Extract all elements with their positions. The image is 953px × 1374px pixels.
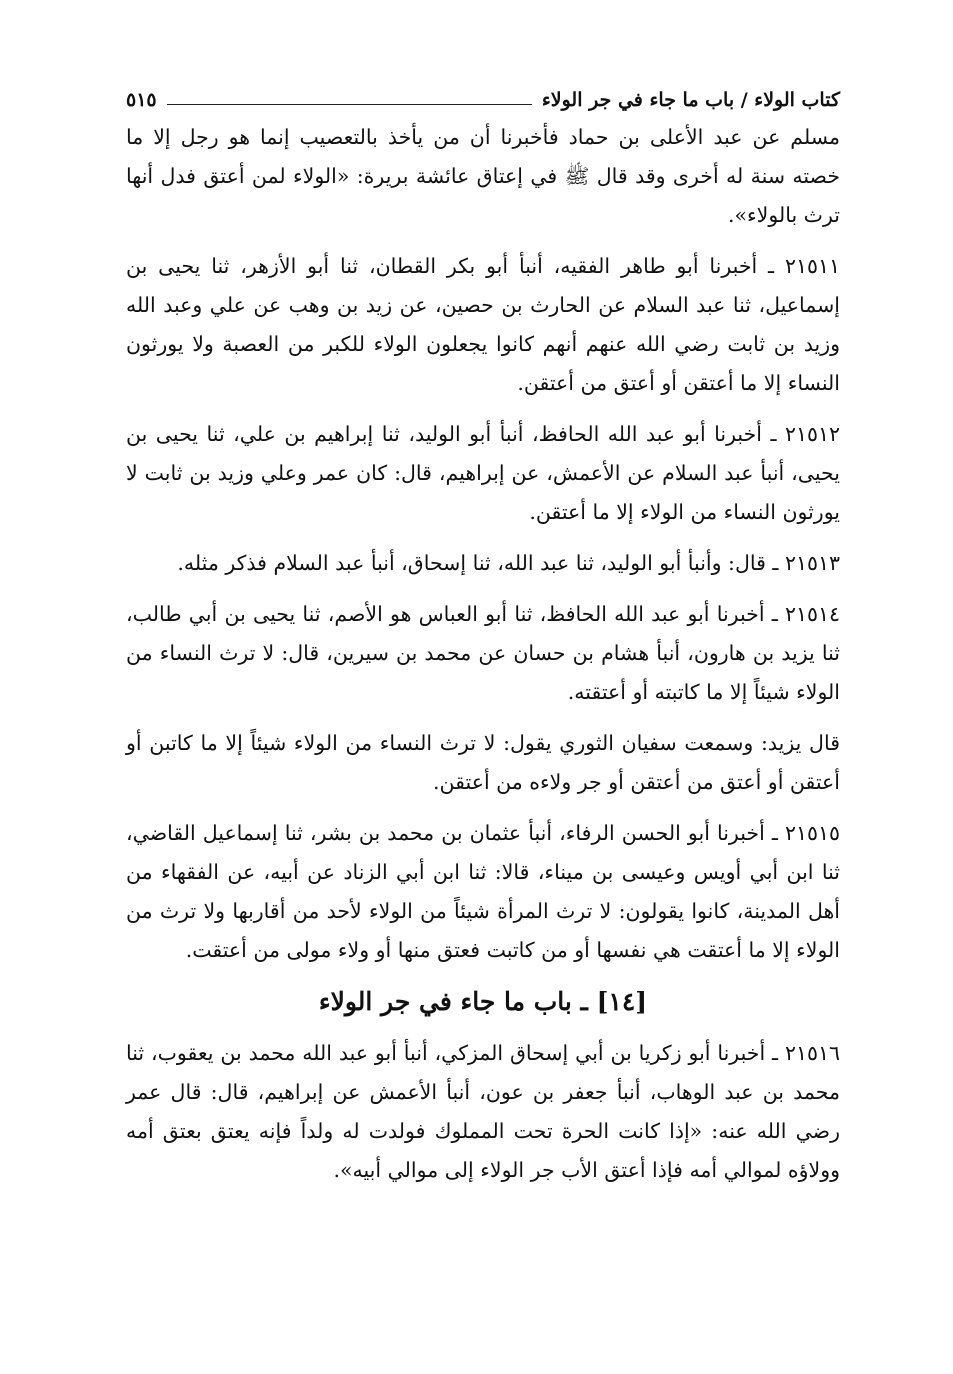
book-page [126,82,840,1190]
running-head-title: كتاب الولاء / باب ما جاء في جر الولاء [541,89,840,111]
hadith-21515: ٢١٥١٥ ـ أخبرنا أبو الحسن الرفاء، أنبأ عثمان بن محمد بن بشر، ثنا إسماعيل القاضي، ثنا ابن أبي أويس وعيسى بن ميناء، قالا: ثنا ابن أبي الزناد عن أبيه، عن الفقهاء من أهل المدينة، كانوا يقولون: لا ترث المرأة شيئاً من الولاء لأحد من أقاربها ولا ترث من الولاء إلا ما أعتقت هي نفسها أو من كاتبت فعتق منها أو ولاء مولى من أعتقت. [126,821,840,962]
paragraph-gap [126,1022,840,1034]
hadith-21514: ٢١٥١٤ ـ أخبرنا أبو عبد الله الحافظ، ثنا أبو العباس هو الأصم، ثنا يحيى بن أبي طالب، ثنا يزيد بن هارون، أنبأ هشام بن حسان عن محمد بن سيرين، قال: لا ترث النساء من الولاء شيئاً إلا ما كاتبته أو أعتقته. [126,602,840,704]
paragraph-gap [126,970,840,982]
running-head-rule [167,104,532,105]
paragraph-gap [126,802,840,814]
page-number: ٥١٥ [126,89,157,111]
hadith-21516: ٢١٥١٦ ـ أخبرنا أبو زكريا بن أبي إسحاق المزكي، أنبأ أبو عبد الله محمد بن يعقوب، ثنا محمد بن عبد الوهاب، أنبأ جعفر بن عون، أنبأ الأعمش عن إبراهيم، قال: قال عمر رضي الله عنه: «إذا كانت الحرة تحت المملوك فولدت له ولداً فإنه يعتق بعتق أمه وولاؤه لموالي أمه فإذا أعتق الأب جر الولاء إلى موالي أبيه». [126,1041,840,1182]
paragraph-gap [126,403,840,415]
paragraph: مسلم عن عبد الأعلى بن حماد فأخبرنا أن من يأخذ بالتعصيب إنما هو رجل إلا ما خصته سنة له أخرى وقد قال ﷺ في إعتاق عائشة بريرة: «الولاء لمن أعتق فدل أنها ترث بالولاء». [126,125,840,227]
hadith-21513: ٢١٥١٣ ـ قال: وأنبأ أبو الوليد، ثنا عبد الله، ثنا إسحاق، أنبأ عبد السلام فذكر مثله. [177,551,840,575]
yazid-quote: قال يزيد: وسمعت سفيان الثوري يقول: لا ترث النساء من الولاء شيئاً إلا ما كاتبن أو أعتقن أو أعتق من أعتقن أو جر ولاءه من أعتقن. [126,731,840,794]
running-head [126,82,840,118]
hadith-21512: ٢١٥١٢ ـ أخبرنا أبو عبد الله الحافظ، أنبأ أبو الوليد، ثنا إبراهيم بن علي، ثنا يحيى بن يحيى، أنبأ عبد السلام عن الأعمش، عن إبراهيم، قال: كان عمر وعلي وزيد بن ثابت لا يورثون النساء من الولاء إلا ما أعتقن. [126,422,840,524]
paragraph-gap [126,712,840,724]
paragraph-gap [126,583,840,595]
hadith-21511: ٢١٥١١ ـ أخبرنا أبو طاهر الفقيه، أنبأ أبو بكر القطان، ثنا أبو الأزهر، ثنا يحيى بن إسماعيل، ثنا عبد السلام عن الحارث بن حصين، عن زيد بن وهب عن علي وعبد الله وزيد بن ثابت رضي الله عنهم أنهم كانوا يجعلون الولاء للكبر من العصبة ولا يورثون النساء إلا ما أعتقن أو أعتق من أعتقن. [126,254,840,395]
paragraph-gap [126,235,840,247]
paragraph-gap [126,532,840,544]
section-heading: [١٤] ـ باب ما جاء في جر الولاء [318,987,648,1016]
